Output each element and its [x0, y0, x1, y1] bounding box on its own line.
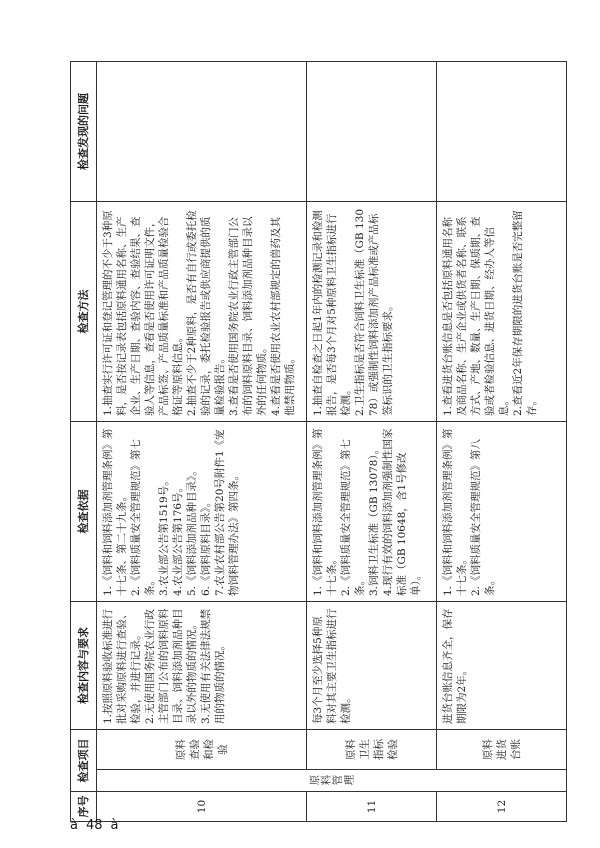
list-item: 2.无使用国务院农业行政主管部门公布的饲料原料目录、饲料添加剂品种目录以外的物质的情况。 [144, 608, 198, 724]
list-item: 6.《饲料原料目录》。 [200, 496, 212, 596]
issues-cell[interactable] [97, 62, 307, 202]
list-item: 1.按照原料验收标准进行批对采购原料进行查验、检验，并进行记录。 [102, 608, 142, 724]
issues-cell[interactable] [437, 62, 567, 202]
list-item: 3.查看是否使用国务院农业行政主管部门公布的饲料原料目录、饲料添加剂品种目录以外的任何物质。 [228, 216, 268, 416]
list-item: 3.农业部公告第1519号。 [158, 475, 170, 596]
list-item: 4.查看是否使用农业农村部规定的兽药及其他禁用物质。 [270, 216, 296, 416]
list-item: 2.抽查不少于2种原料，是否有自行或委托检验的记录，委托检验报告或供应商提供的质量检验报告。 [186, 210, 226, 416]
item-cell: 原料进货台账 [437, 730, 567, 770]
page-footer [70, 818, 126, 833]
list-item: 3.饲料卫生标准（GB 13078）。 [368, 443, 380, 596]
list-item: 4.现行有效的饲料添加剂强制性国家标准（GB 10648，含1号修改单）。 [382, 428, 422, 596]
row-number: 10 [97, 792, 307, 822]
page-number: 48 [85, 818, 103, 833]
header-row [71, 62, 97, 822]
header-content: 检查内容与要求 [71, 602, 97, 730]
list-item: 1.抽查自检查之日起1年内的检测记录和检测报告，是否每3个月对5种原料卫生指标进行检测。 [312, 210, 352, 416]
header-basis: 检查依据 [71, 422, 97, 602]
list-item: 1.查看进货台账信息是否包括原料通用名称及商品名称、生产企业或供货者名称、联系方式、产地、数量、生产日期、保质期、查验或者检验信息、进货日期、经办人等信息。 [442, 216, 510, 416]
content-cell [307, 602, 437, 730]
method-cell [97, 202, 307, 422]
header-method: 检查方法 [71, 202, 97, 422]
list-item: 1.《饲料和饲料添加剂管理条例》第十七条、第二十九条。 [102, 428, 128, 596]
footer-left-mark: à [70, 818, 78, 833]
list-item: 2.《饲料质量安全管理规范》第七条。 [340, 438, 366, 596]
table-row [437, 62, 567, 822]
item-cell: 原料查验和检验 [97, 730, 307, 770]
method-cell [307, 202, 437, 422]
basis-cell [307, 422, 437, 602]
list-item: 2.查看近2年保存期限的进货台账是否完整留存。 [512, 210, 538, 416]
basis-cell [437, 422, 567, 602]
rotated-page [70, 62, 566, 822]
table-row [97, 62, 307, 822]
header-item: 检查项目 [71, 730, 97, 792]
basis-cell [97, 422, 307, 602]
category-cell: 原料管理 [97, 770, 567, 792]
list-item: 每3个月至少选择5种原料对其主要卫生指标进行检测。 [312, 608, 352, 724]
list-item: 2.卫生指标是否符合饲料卫生标准（GB 13078）或强制性饲料添加剂产品标准或产品标签标识的卫生指标要求。 [354, 208, 394, 416]
list-item: 4.农业部公告第176号。 [172, 481, 184, 596]
issues-cell[interactable] [307, 62, 437, 202]
list-item: 1.《饲料和饲料添加剂管理条例》第十七条。 [312, 428, 338, 596]
list-item: 1.《饲料和饲料添加剂管理条例》第十七条。 [442, 428, 468, 596]
item-cell: 原料卫生指标检验 [307, 730, 437, 770]
row-number: 11 [307, 792, 437, 822]
content-cell [437, 602, 567, 730]
list-item: 1.抽查实行许可证和登记管理的不少于3种原料，是否按记录表包括原料通用名称、生产企业、生产日期、查验内容、查验结果、查验人等信息，查看是否使用许可证明文件，产品标签、产品质量标准和产品质量检验合格证等原料信息。 [102, 210, 184, 416]
list-item: 进货台账信息齐全，保存期限为2年。 [442, 608, 468, 724]
list-item: 5.《饲料添加剂品种目录》。 [186, 465, 198, 596]
header-no: 序号 [71, 792, 97, 822]
header-issues: 检查发现的问题 [71, 62, 97, 202]
footer-right-mark: à [110, 818, 119, 833]
table-row [307, 62, 437, 822]
list-item: 3.无使用有关法律法规禁用的物质的情况。 [200, 608, 226, 724]
content-cell [97, 602, 307, 730]
inspection-table [70, 61, 567, 822]
list-item: 7.农业农村部公告第20号附件1《宠物饲料管理办法》第四条。 [214, 429, 240, 596]
row-number: 12 [437, 792, 567, 822]
list-item: 2.《饲料质量安全管理规范》第八条。 [470, 438, 496, 596]
method-cell [437, 202, 567, 422]
list-item: 2.《饲料质量安全管理规范》第七条。 [130, 438, 156, 596]
